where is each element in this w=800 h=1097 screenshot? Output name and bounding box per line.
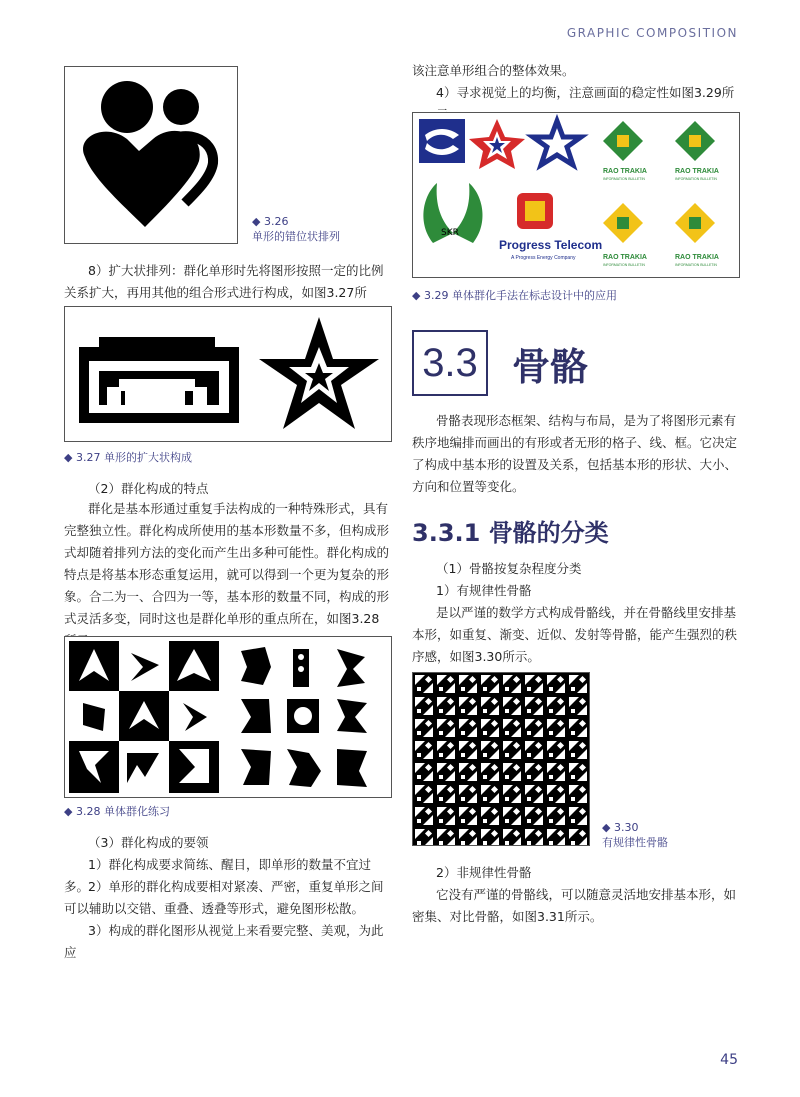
- figure-3-26-caption-text: 单形的错位状排列: [252, 230, 340, 243]
- essential-item-1: 1）群化构成要求简练、醒目，即单形的数量不宜过多。: [64, 857, 371, 894]
- figure-3-26: [64, 66, 238, 244]
- essential-item-2: 2）单形的群化构成要相对紧凑、严密，重复单形之间可以辅助以交错、重叠、透叠等形式，避免图形松散。: [64, 879, 384, 916]
- heading-group-features: （2）群化构成的特点: [88, 481, 209, 496]
- regular-skeleton-paragraph: 是以严谨的数学方式构成骨骼线，并在骨骼线里安排基本形，如重复、渐变、近似、发射等骨骼，能产生强烈的秩序感，如图3.30所示。: [412, 605, 738, 664]
- figure-3-30: [412, 672, 590, 846]
- figure-3-29: [412, 112, 740, 278]
- figure-3-26-caption-number: ◆ 3.26: [252, 215, 289, 228]
- progress-telecom-text: Progress Telecom: [499, 238, 603, 252]
- rao-trakia-text-1: RAO TRAKIA: [603, 168, 647, 175]
- rao-trakia-sub-1: INFORMATION BULLETIN: [603, 177, 645, 181]
- rao-trakia-text-2: RAO TRAKIA: [675, 168, 719, 175]
- figure-3-28: [64, 636, 392, 798]
- heading-group-essentials: （3）群化构成的要领: [88, 835, 209, 850]
- figure-3-28-caption: ◆ 3.28 单体群化练习: [64, 805, 170, 818]
- section-intro-paragraph: 骨骼表现形态框架、结构与布局，是为了将图形元素有秩序地编排而画出的有形或者无形的格子、线、框。它决定了构成中基本形的设置及关系，包括基本形的形状、大小、方向和位置等变化。: [412, 413, 738, 494]
- section-title: 骨骼: [512, 345, 589, 389]
- running-header: GRAPHIC COMPOSITION: [566, 26, 738, 40]
- classification-heading: （1）骨骼按复杂程度分类: [436, 561, 582, 576]
- paragraph-expand-arrangement: 8）扩大状排列：群化单形时先将图形按照一定的比例关系扩大，再用其他的组合形式进行构成，如图3.27所: [64, 263, 384, 300]
- continued-line: 该注意单形组合的整体效果。: [412, 63, 575, 78]
- figure-3-27: [64, 306, 392, 442]
- irregular-skeleton-paragraph: 它没有严谨的骨骼线，可以随意灵活地安排基本形，如密集、对比骨骼，如图3.31所示。: [412, 887, 737, 924]
- essential-item-3: 3）构成的群化图形从视觉上来看要完整、美观，为此应: [64, 923, 384, 960]
- figure-3-30-caption-text: 有规律性骨骼: [602, 836, 668, 849]
- paragraph-group-features: 群化是基本形通过重复手法构成的一种特殊形式，具有完整独立性。群化构成所使用的基本形数量不多，但构成形式却随着排列方法的变化而产生出多种可能性。群化构成的特点是将基本形态重复运用，就可以得到一个更为复杂的形象。合二为一、合四为一等，基本形的数量不同，构成的形式灵活多变，同时这也是群化单形的重点所在，如图3.28: [64, 501, 390, 626]
- essential-item-4: 4）寻求视觉上的均衡，注意画面的稳定性如图3.29所: [436, 85, 735, 100]
- page-number: 45: [720, 1052, 738, 1068]
- figure-3-30-caption-number: ◆ 3.30: [602, 821, 639, 834]
- section-number-box: 3.3: [412, 330, 488, 396]
- figure-3-27-caption: ◆ 3.27 单形的扩大状构成: [64, 451, 192, 464]
- rao-trakia-sub-2: INFORMATION BULLETIN: [675, 177, 717, 181]
- rao-trakia-sub-4: INFORMATION BULLETIN: [675, 263, 717, 267]
- figure-3-29-caption: ◆ 3.29 单体群化手法在标志设计中的应用: [412, 289, 617, 302]
- rao-trakia-text-3: RAO TRAKIA: [603, 254, 647, 261]
- subsection-title: 3.3.1 骨骼的分类: [412, 519, 609, 547]
- progress-sub-text: A Progress Energy Company: [511, 255, 576, 261]
- rao-trakia-sub-3: INFORMATION BULLETIN: [603, 263, 645, 267]
- irregular-skeleton-heading: 2）非规律性骨骼: [436, 865, 532, 880]
- skr-logo-text: SKR: [441, 228, 459, 238]
- rao-trakia-text-4: RAO TRAKIA: [675, 254, 719, 261]
- regular-skeleton-heading: 1）有规律性骨骼: [436, 583, 532, 598]
